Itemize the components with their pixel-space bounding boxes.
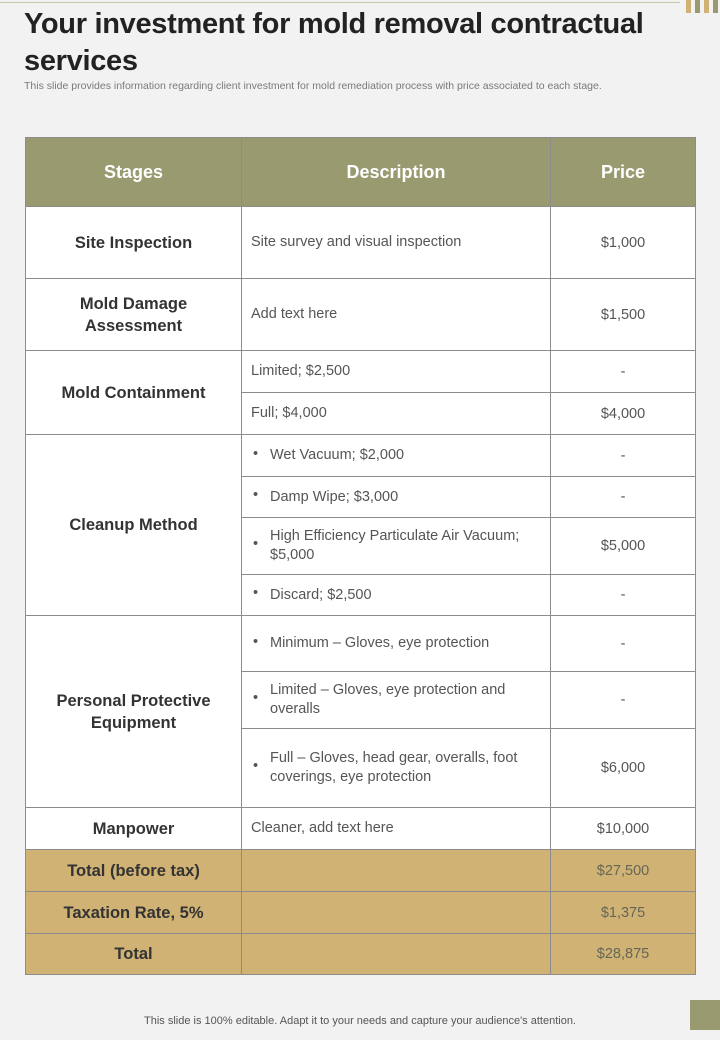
bullet-desc-cell: • Full – Gloves, head gear, overalls, foot coverings, eye protection xyxy=(242,729,551,808)
table-row xyxy=(26,207,696,279)
desc-cell: Add text here xyxy=(242,279,551,351)
page-title: Your investment for mold removal contractual services xyxy=(24,8,644,77)
price-cell: - xyxy=(551,575,696,616)
stage-mold-damage-assessment: Mold Damage Assessment xyxy=(26,279,242,351)
price-cell: - xyxy=(551,616,696,672)
summary-row-total-before-tax xyxy=(26,850,696,892)
summary-desc xyxy=(242,850,551,892)
investment-table xyxy=(25,137,696,975)
summary-price: $1,375 xyxy=(551,892,696,934)
bullet-desc-cell: • High Efficiency Particulate Air Vacuum; $5,000 xyxy=(242,518,551,575)
table-row xyxy=(26,435,696,477)
table-header-row xyxy=(26,138,696,207)
price-cell: $10,000 xyxy=(551,808,696,850)
summary-row-taxation xyxy=(26,892,696,934)
price-cell: - xyxy=(551,435,696,477)
price-cell: - xyxy=(551,672,696,729)
table-row xyxy=(26,616,696,672)
desc-cell: Site survey and visual inspection xyxy=(242,207,551,279)
top-divider-line xyxy=(0,2,680,3)
decor-bar xyxy=(686,0,691,13)
desc-cell: Full; $4,000 xyxy=(242,393,551,435)
bullet-desc-cell: • Discard; $2,500 xyxy=(242,575,551,616)
page-subtitle: This slide provides information regarding client investment for mold remediation process with price associated to each stage. xyxy=(24,80,602,92)
stage-site-inspection: Site Inspection xyxy=(26,207,242,279)
price-cell: $5,000 xyxy=(551,518,696,575)
corner-square-decoration xyxy=(690,1000,720,1030)
desc-cell: Limited; $2,500 xyxy=(242,351,551,393)
bullet-desc-cell: • Damp Wipe; $3,000 xyxy=(242,477,551,518)
header-stages: Stages xyxy=(26,138,242,207)
decor-bar xyxy=(704,0,709,13)
summary-price: $28,875 xyxy=(551,934,696,975)
table-row xyxy=(26,351,696,393)
summary-label: Taxation Rate, 5% xyxy=(26,892,242,934)
summary-desc xyxy=(242,934,551,975)
summary-row-total xyxy=(26,934,696,975)
table-row xyxy=(26,279,696,351)
summary-price: $27,500 xyxy=(551,850,696,892)
decor-bar xyxy=(695,0,700,13)
stage-manpower: Manpower xyxy=(26,808,242,850)
bullet-desc-cell: • Wet Vacuum; $2,000 xyxy=(242,435,551,477)
price-cell: $1,500 xyxy=(551,279,696,351)
price-cell: $4,000 xyxy=(551,393,696,435)
price-cell: $1,000 xyxy=(551,207,696,279)
summary-label: Total xyxy=(26,934,242,975)
table-row xyxy=(26,808,696,850)
header-description: Description xyxy=(242,138,551,207)
stage-cleanup-method: Cleanup Method xyxy=(26,435,242,616)
summary-desc xyxy=(242,892,551,934)
decor-bar xyxy=(713,0,718,13)
stage-personal-protective-equipment: Personal Protective Equipment xyxy=(26,616,242,808)
footer-note: This slide is 100% editable. Adapt it to your needs and capture your audience's attention. xyxy=(144,1015,576,1027)
price-cell: - xyxy=(551,351,696,393)
price-cell: - xyxy=(551,477,696,518)
summary-label: Total (before tax) xyxy=(26,850,242,892)
price-cell: $6,000 xyxy=(551,729,696,808)
header-price: Price xyxy=(551,138,696,207)
desc-cell: Cleaner, add text here xyxy=(242,808,551,850)
stage-mold-containment: Mold Containment xyxy=(26,351,242,435)
corner-decoration xyxy=(686,0,718,13)
bullet-desc-cell: • Minimum – Gloves, eye protection xyxy=(242,616,551,672)
bullet-desc-cell: • Limited – Gloves, eye protection and overalls xyxy=(242,672,551,729)
